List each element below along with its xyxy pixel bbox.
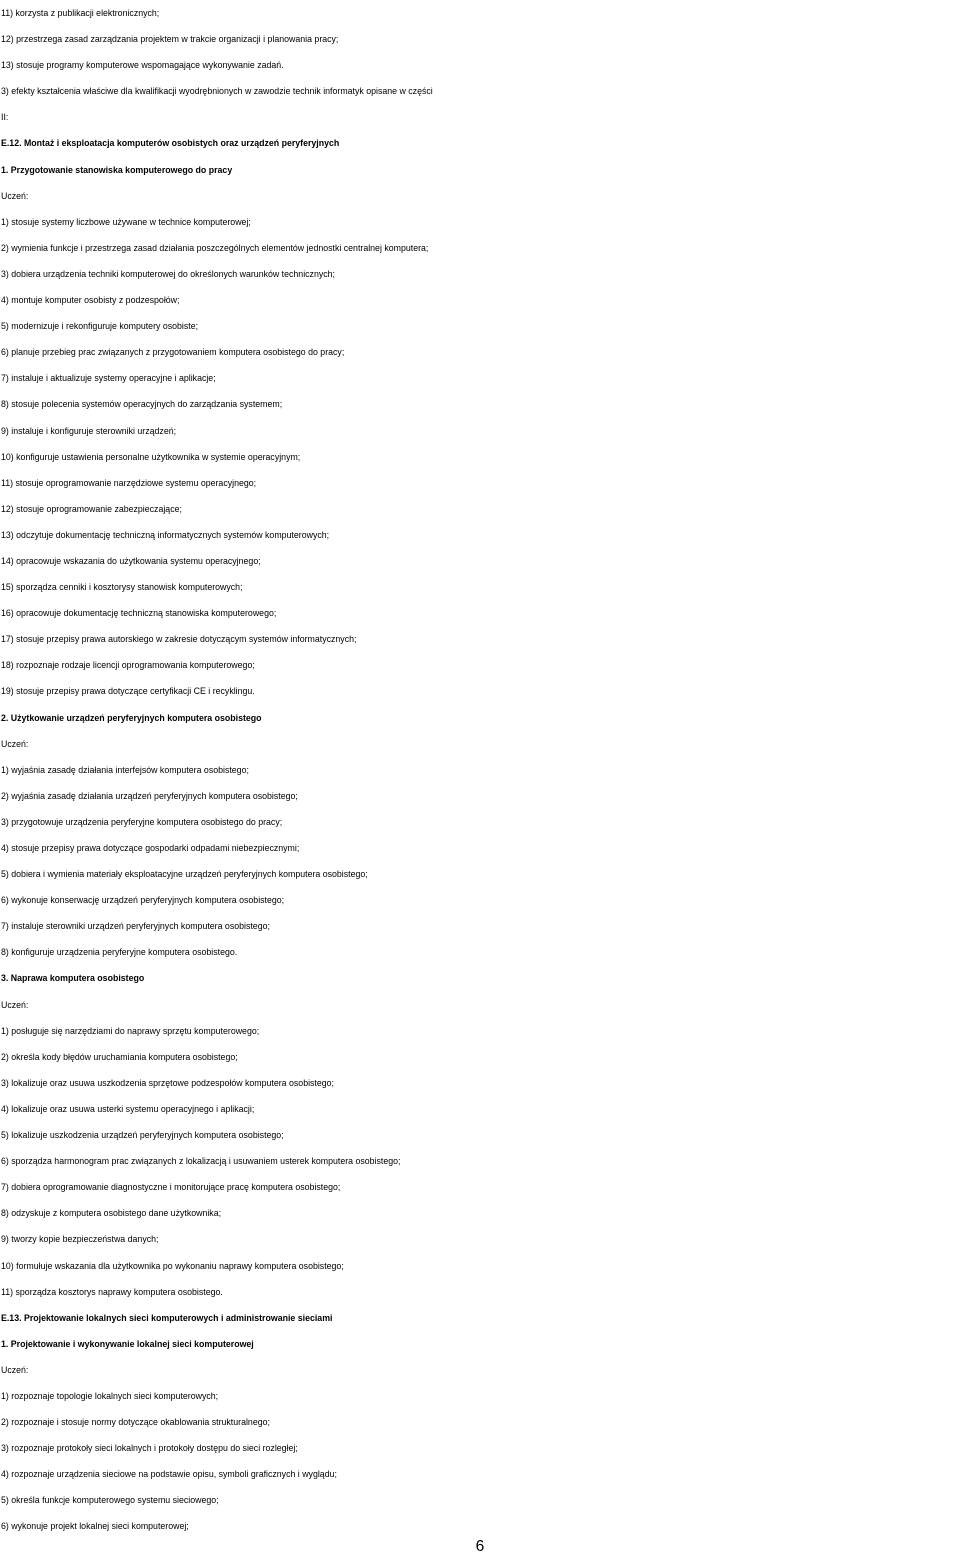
document-body [1,0,959,1540]
list-item: 2) określa kody błędów uruchamiania komputera osobistego; [1,1051,238,1062]
list-item: 5) modernizuje i rekonfiguruje komputery osobiste; [1,321,199,332]
list-item: 8) stosuje polecenia systemów operacyjnych do zarządzania systemem; [1,399,283,410]
list-item: 4) montuje komputer osobisty z podzespołów; [1,295,180,306]
list-item: 1) stosuje systemy liczbowe używane w technice komputerowej; [1,216,251,227]
list-item: 17) stosuje przepisy prawa autorskiego w zakresie dotyczącym systemów informatycznych; [1,634,357,645]
list-item: 3) rozpoznaje protokoły sieci lokalnych i protokoły dostępu do sieci rozległej; [1,1443,298,1454]
list-item: 13) stosuje programy komputerowe wspomagające wykonywanie zadań. [1,60,284,71]
list-item: 15) sporządza cenniki i kosztorysy stanowisk komputerowych; [1,582,243,593]
list-item: 3) dobiera urządzenia techniki komputerowej do określonych warunków technicznych; [1,268,335,279]
list-item: 7) instaluje i aktualizuje systemy operacyjne i aplikacje; [1,373,216,384]
list-item: 2) wyjaśnia zasadę działania urządzeń peryferyjnych komputera osobistego; [1,790,298,801]
list-item: 4) stosuje przepisy prawa dotyczące gospodarki odpadami niebezpiecznymi; [1,843,300,853]
list-item: 11) sporządza kosztorys naprawy komputera osobistego. [1,1286,223,1297]
list-item: 16) opracowuje dokumentację techniczną stanowiska komputerowego; [1,608,277,619]
list-item: 1) wyjaśnia zasadę działania interfejsów komputera osobistego; [1,764,249,775]
list-item: 10) formułuje wskazania dla użytkownika po wykonaniu naprawy komputera osobistego; [1,1260,344,1271]
student-label: Uczeń: [1,190,29,201]
list-item: 6) wykonuje projekt lokalnej sieci komputerowej; [1,1521,189,1532]
list-item: 5) dobiera i wymienia materiały eksploatacyjne urządzeń peryferyjnych komputera osobistego; [1,869,368,880]
list-item: 11) stosuje oprogramowanie narzędziowe systemu operacyjnego; [1,477,257,488]
section-heading: 3. Naprawa komputera osobistego [1,973,145,984]
list-item: 13) odczytuje dokumentację techniczną informatycznych systemów komputerowych; [1,529,330,540]
list-item: 1) rozpoznaje topologie lokalnych sieci komputerowych; [1,1390,219,1401]
list-item: 2) wymienia funkcje i przestrzega zasad działania poszczególnych elementów jednostki centralnej komputera; [1,242,429,253]
list-item: 19) stosuje przepisy prawa dotyczące certyfikacji CE i recyklingu. [1,686,255,697]
section-heading: E.13. Projektowanie lokalnych sieci komputerowych i administrowanie sieciami [1,1312,333,1323]
list-item: 5) lokalizuje uszkodzenia urządzeń peryferyjnych komputera osobistego; [1,1130,284,1141]
list-item: 3) przygotowuje urządzenia peryferyjne komputera osobistego do pracy; [1,816,283,827]
student-label: Uczeń: [1,738,29,749]
section-heading: 1. Przygotowanie stanowiska komputerowego do pracy [1,164,233,175]
list-item: 12) stosuje oprogramowanie zabezpieczające; [1,503,182,514]
list-item: 8) konfiguruje urządzenia peryferyjne komputera osobistego. [1,947,238,958]
list-item: 7) dobiera oprogramowanie diagnostyczne i monitorujące pracę komputera osobistego; [1,1182,341,1193]
list-item: 5) określa funkcje komputerowego systemu sieciowego; [1,1495,219,1506]
list-item: 1) posługuje się narzędziami do naprawy sprzętu komputerowego; [1,1025,260,1036]
list-item: 4) rozpoznaje urządzenia sieciowe na podstawie opisu, symboli graficznych i wyglądu; [1,1469,337,1480]
list-item: 11) korzysta z publikacji elektronicznych; [1,8,160,18]
list-item: 8) odzyskuje z komputera osobistego dane użytkownika; [1,1208,222,1219]
list-item: 3) lokalizuje oraz usuwa uszkodzenia sprzętowe podzespołów komputera osobistego; [1,1077,335,1088]
section-heading: 1. Projektowanie i wykonywanie lokalnej sieci komputerowej [1,1338,254,1349]
list-item: 2) rozpoznaje i stosuje normy dotyczące okablowania strukturalnego; [1,1417,270,1428]
student-label: Uczeń: [1,999,29,1010]
list-item: 18) rozpoznaje rodzaje licencji oprogramowania komputerowego; [1,660,255,671]
list-item: 3) efekty kształcenia właściwe dla kwalifikacji wyodrębnionych w zawodzie technik informatyk opisane w części [1,86,433,97]
list-item: 4) lokalizuje oraz usuwa usterki systemu operacyjnego i aplikacji; [1,1103,255,1114]
list-item: 10) konfiguruje ustawienia personalne użytkownika w systemie operacyjnym; [1,451,301,462]
list-item: 6) wykonuje konserwację urządzeń peryferyjnych komputera osobistego; [1,895,285,906]
section-heading: E.12. Montaż i eksploatacja komputerów osobistych oraz urządzeń peryferyjnych [1,138,340,149]
list-item: 14) opracowuje wskazania do użytkowania systemu operacyjnego; [1,555,261,566]
list-item: 12) przestrzega zasad zarządzania projektem w trakcie organizacji i planowania pracy; [1,34,339,45]
list-item: 6) planuje przebieg prac związanych z przygotowaniem komputera osobistego do pracy; [1,347,345,358]
list-item: 9) instaluje i konfiguruje sterowniki urządzeń; [1,425,177,436]
list-item: 7) instaluje sterowniki urządzeń peryferyjnych komputera osobistego; [1,921,270,932]
student-label: Uczeń: [1,1364,29,1375]
list-item: 9) tworzy kopie bezpieczeństwa danych; [1,1234,159,1245]
page-number: 6 [475,1538,485,1555]
section-heading: 2. Użytkowanie urządzeń peryferyjnych komputera osobistego [1,712,262,723]
list-item: II: [1,112,9,123]
list-item: 6) sporządza harmonogram prac związanych z lokalizacją i usuwaniem usterek komputera osobistego; [1,1156,401,1167]
